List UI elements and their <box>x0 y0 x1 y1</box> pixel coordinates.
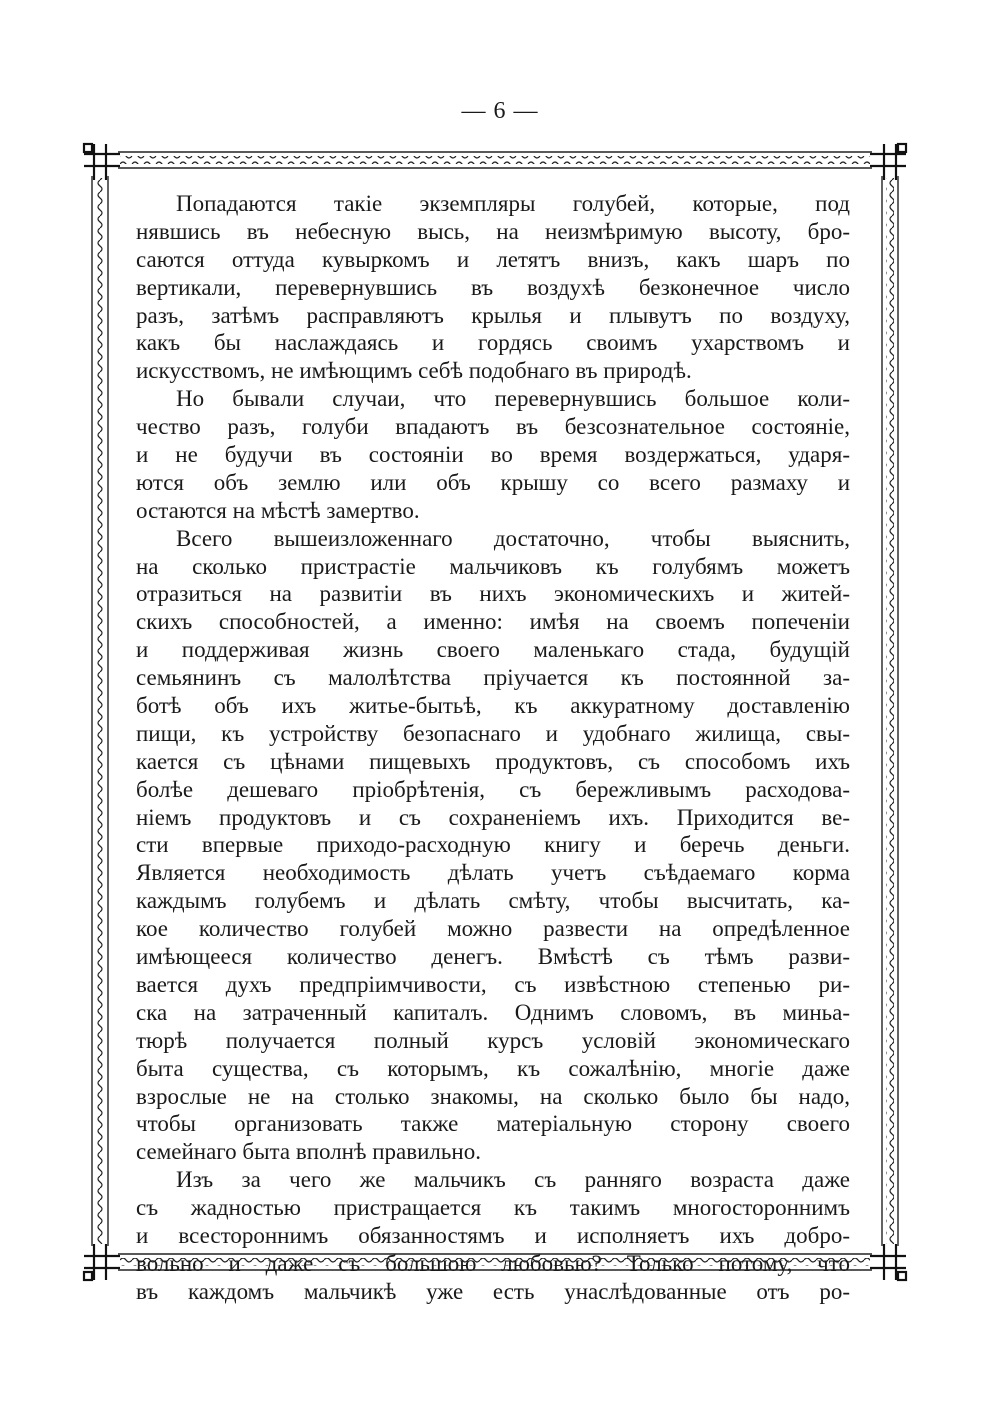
text-line: сти впервые приходо-расходную книгу и беречь деньги. <box>136 832 850 858</box>
body-text <box>136 190 850 1306</box>
text-line: разъ, затѣмъ расправляютъ крылья и плывутъ по воздуху, <box>136 302 850 328</box>
text-line: пищи, къ устройству безопаснаго и удобнаго жилища, свы- <box>136 720 850 746</box>
text-line: кается съ цѣнами пищевыхъ продуктовъ, съ способомъ ихъ <box>136 748 850 774</box>
border-top <box>118 152 872 168</box>
text-line: остаются на мѣстѣ замертво. <box>136 497 420 523</box>
text-line: ска на затраченный капиталъ. Однимъ словомъ, въ миньа- <box>136 999 850 1025</box>
corner-ornament-bottom-right <box>870 1244 906 1280</box>
text-line: вертикали, перевернувшись въ воздухѣ безконечное число <box>136 274 850 300</box>
text-line: болѣе дешеваго пріобрѣтенія, съ бережливымъ расходова- <box>136 776 850 802</box>
page-number: — 6 — <box>461 98 539 124</box>
text-line: чество разъ, голуби впадаютъ въ безсознательное состояніе, <box>136 414 850 440</box>
text-line: на сколько пристрастіе мальчиковъ къ голубямъ можетъ <box>136 553 850 579</box>
text-line: Является необходимость дѣлать учетъ съѣдаемаго корма <box>136 860 850 886</box>
text-line: Всего вышеизложеннаго достаточно, чтобы выяснить, <box>176 525 850 551</box>
text-line: каждымъ голубемъ и дѣлать смѣту, чтобы высчитать, ка- <box>136 888 850 914</box>
text-line: какъ бы наслаждаясь и гордясь своимъ ухарствомъ и <box>136 330 850 356</box>
text-line: взрослые не на столько знакомы, на сколько было бы надо, <box>136 1083 850 1109</box>
text-line: тюрѣ получается полный курсъ условій экономическаго <box>136 1027 850 1053</box>
border-right <box>882 176 898 1246</box>
text-line: съ жадностью пристращается къ такимъ многостороннимъ <box>136 1195 850 1221</box>
text-line: быта существа, съ которымъ, къ сожалѣнію, многіе даже <box>136 1055 850 1081</box>
text-line: вается духъ предпріимчивости, съ извѣстною степенью ри- <box>136 971 850 997</box>
corner-ornament-top-left <box>84 144 120 180</box>
paragraph <box>136 190 850 385</box>
border-left <box>92 176 108 1246</box>
text-line: ются объ землю или объ крышу со всего размаху и <box>136 469 850 495</box>
text-line: кое количество голубей можно развести на опредѣленное <box>136 916 850 942</box>
text-line: вольно и даже съ большою любовью? Только потому, что <box>136 1250 850 1276</box>
text-line: искусствомъ, не имѣющимъ себѣ подобнаго въ природѣ. <box>136 358 692 384</box>
text-line: отразиться на развитіи въ нихъ экономическихъ и житей- <box>136 581 850 607</box>
text-line: и не будучи въ состояніи во время воздержаться, ударя- <box>136 442 850 468</box>
text-line: Изъ за чего же мальчикъ съ ранняго возраста даже <box>176 1167 850 1193</box>
text-line: семьянинъ съ малолѣтства пріучается къ постоянной за- <box>136 665 850 691</box>
corner-ornament-bottom-left <box>84 1244 120 1280</box>
paragraph <box>136 525 850 1166</box>
paragraph <box>136 1166 850 1305</box>
text-line: скихъ способностей, а именно: имѣя на своемъ попеченіи <box>136 609 850 635</box>
text-line: и всестороннимъ обязанностямъ и исполняетъ ихъ добро- <box>136 1222 850 1248</box>
text-line: и поддерживая жизнь своего маленькаго стада, будущій <box>136 637 850 663</box>
text-line: чтобы организовать также матеріальную сторону своего <box>136 1111 850 1137</box>
text-line: саются оттуда кувыркомъ и летятъ внизъ, какъ шаръ по <box>136 246 850 272</box>
text-line: имѣющееся количество денегъ. Вмѣстѣ съ тѣмъ разви- <box>136 944 850 970</box>
paragraph <box>136 385 850 524</box>
text-line: ботѣ объ ихъ житье-бытьѣ, къ аккуратному доставленію <box>136 693 850 719</box>
text-line: ніемъ продуктовъ и съ сохраненіемъ ихъ. Приходится ве- <box>136 804 850 830</box>
corner-ornament-top-right <box>870 144 906 180</box>
text-line: Но бывали случаи, что перевернувшись большое коли- <box>176 386 850 412</box>
text-line: семейнаго быта вполнѣ правильно. <box>136 1139 481 1165</box>
text-line: Попадаются такіе экземпляры голубей, которые, под <box>176 191 850 216</box>
text-line: нявшись въ небесную высь, на неизмѣримую высоту, бро- <box>136 218 850 244</box>
text-line: въ каждомъ мальчикѣ уже есть унаслѣдованные отъ ро- <box>136 1278 850 1304</box>
